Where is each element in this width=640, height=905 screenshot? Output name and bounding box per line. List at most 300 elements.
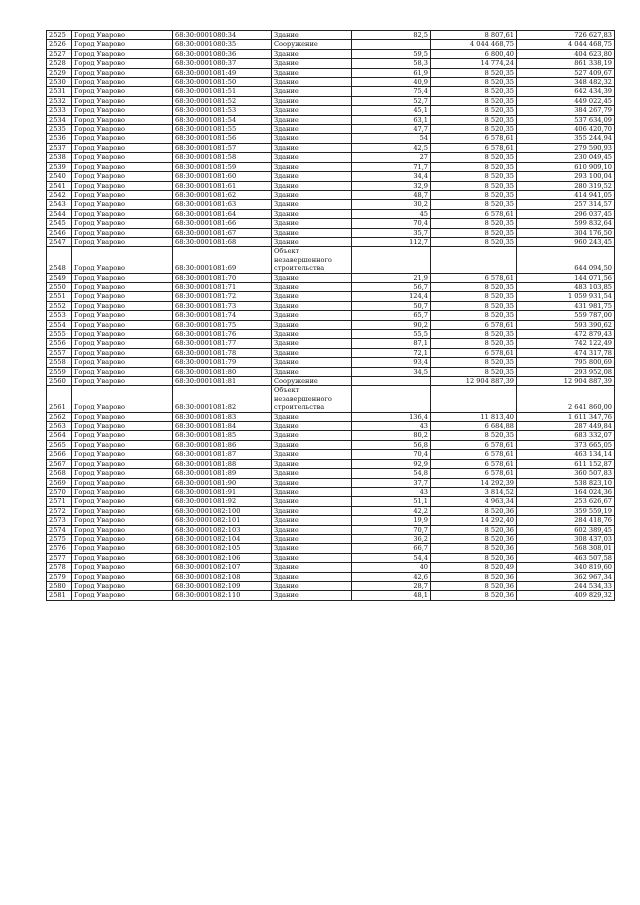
unit-value-cell: 6 800,40 [431, 49, 517, 58]
cadastral-number-cell: 68:30:0001081:55 [173, 125, 272, 134]
object-type-cell: Здание [272, 497, 352, 506]
locality-cell: Город Уварово [72, 358, 173, 367]
locality-cell: Город Уварово [72, 563, 173, 572]
area-cell: 58,3 [352, 59, 431, 68]
locality-cell: Город Уварово [72, 200, 173, 209]
locality-cell: Город Уварово [72, 31, 173, 40]
cadastral-value-cell: 642 434,39 [517, 87, 615, 96]
cadastral-value-cell: 861 338,19 [517, 59, 615, 68]
row-number-cell: 2541 [47, 181, 72, 190]
cadastral-value-cell: 404 623,80 [517, 49, 615, 58]
area-cell [352, 386, 431, 412]
unit-value-cell: 6 578,61 [431, 450, 517, 459]
table-row [47, 209, 615, 218]
locality-cell: Город Уварово [72, 422, 173, 431]
unit-value-cell: 8 520,35 [431, 68, 517, 77]
cadastral-number-cell: 68:30:0001081:52 [173, 96, 272, 105]
cadastral-number-cell: 68:30:0001081:50 [173, 78, 272, 87]
table-row [47, 412, 615, 421]
unit-value-cell: 8 520,36 [431, 581, 517, 590]
table-row [47, 78, 615, 87]
area-cell [352, 377, 431, 386]
row-number-cell: 2567 [47, 459, 72, 468]
object-type-cell: Здание [272, 553, 352, 562]
area-cell: 52,7 [352, 96, 431, 105]
unit-value-cell: 6 578,61 [431, 209, 517, 218]
object-type-cell: Здание [272, 311, 352, 320]
cadastral-number-cell: 68:30:0001081:81 [173, 377, 272, 386]
cadastral-value-cell: 348 482,32 [517, 78, 615, 87]
area-cell: 59,5 [352, 49, 431, 58]
row-number-cell: 2555 [47, 330, 72, 339]
table-row [47, 591, 615, 600]
locality-cell: Город Уварово [72, 228, 173, 237]
area-cell: 56,7 [352, 282, 431, 291]
table-row [47, 106, 615, 115]
cadastral-number-cell: 68:30:0001081:66 [173, 219, 272, 228]
area-cell: 70,4 [352, 219, 431, 228]
cadastral-number-cell: 68:30:0001081:63 [173, 200, 272, 209]
cadastral-number-cell: 68:30:0001081:78 [173, 348, 272, 357]
object-type-cell: Здание [272, 348, 352, 357]
row-number-cell: 2570 [47, 487, 72, 496]
row-number-cell: 2545 [47, 219, 72, 228]
locality-cell: Город Уварово [72, 386, 173, 412]
unit-value-cell: 14 292,39 [431, 478, 517, 487]
locality-cell: Город Уварово [72, 134, 173, 143]
cadastral-number-cell: 68:30:0001081:49 [173, 68, 272, 77]
area-cell: 43 [352, 487, 431, 496]
table-row [47, 143, 615, 152]
area-cell: 34,4 [352, 172, 431, 181]
unit-value-cell: 8 520,36 [431, 553, 517, 562]
cadastral-value-cell: 538 823,10 [517, 478, 615, 487]
row-number-cell: 2528 [47, 59, 72, 68]
area-cell: 28,7 [352, 581, 431, 590]
object-type-cell: Здание [272, 478, 352, 487]
area-cell: 42,6 [352, 572, 431, 581]
area-cell: 136,4 [352, 412, 431, 421]
table-row [47, 190, 615, 199]
object-type-cell: Здание [272, 459, 352, 468]
area-cell: 54,4 [352, 553, 431, 562]
cadastral-value-cell: 414 941,05 [517, 190, 615, 199]
unit-value-cell: 8 520,35 [431, 181, 517, 190]
table-row [47, 440, 615, 449]
area-cell: 55,5 [352, 330, 431, 339]
row-number-cell: 2578 [47, 563, 72, 572]
unit-value-cell [431, 386, 517, 412]
cadastral-value-cell: 599 832,64 [517, 219, 615, 228]
cadastral-value-cell: 483 103,85 [517, 282, 615, 291]
table-row [47, 273, 615, 282]
locality-cell: Город Уварово [72, 572, 173, 581]
locality-cell: Город Уварово [72, 292, 173, 301]
locality-cell: Город Уварово [72, 478, 173, 487]
table-row [47, 301, 615, 310]
object-type-cell: Здание [272, 422, 352, 431]
area-cell: 90,2 [352, 320, 431, 329]
locality-cell: Город Уварово [72, 581, 173, 590]
row-number-cell: 2542 [47, 190, 72, 199]
unit-value-cell: 8 520,35 [431, 292, 517, 301]
table-row [47, 247, 615, 273]
locality-cell: Город Уварово [72, 59, 173, 68]
unit-value-cell: 11 813,40 [431, 412, 517, 421]
area-cell: 112,7 [352, 237, 431, 246]
table-row [47, 478, 615, 487]
unit-value-cell: 8 520,35 [431, 431, 517, 440]
table-row [47, 469, 615, 478]
row-number-cell: 2568 [47, 469, 72, 478]
cadastral-value-cell: 610 909,10 [517, 162, 615, 171]
locality-cell: Город Уварово [72, 282, 173, 291]
row-number-cell: 2549 [47, 273, 72, 282]
row-number-cell: 2533 [47, 106, 72, 115]
unit-value-cell: 8 520,36 [431, 506, 517, 515]
unit-value-cell: 8 520,35 [431, 237, 517, 246]
row-number-cell: 2546 [47, 228, 72, 237]
unit-value-cell: 14 292,40 [431, 516, 517, 525]
object-type-cell: Здание [272, 525, 352, 534]
cadastral-number-cell: 68:30:0001081:91 [173, 487, 272, 496]
unit-value-cell: 6 578,61 [431, 143, 517, 152]
area-cell: 32,9 [352, 181, 431, 190]
area-cell [352, 40, 431, 49]
object-type-cell: Здание [272, 78, 352, 87]
cadastral-number-cell: 68:30:0001082:107 [173, 563, 272, 572]
row-number-cell: 2572 [47, 506, 72, 515]
row-number-cell: 2554 [47, 320, 72, 329]
cadastral-number-cell: 68:30:0001081:67 [173, 228, 272, 237]
locality-cell: Город Уварово [72, 40, 173, 49]
object-type-cell: Здание [272, 134, 352, 143]
unit-value-cell: 4 044 468,75 [431, 40, 517, 49]
row-number-cell: 2547 [47, 237, 72, 246]
table-row [47, 431, 615, 440]
cadastral-value-cell: 384 267,79 [517, 106, 615, 115]
cadastral-value-cell: 279 590,93 [517, 143, 615, 152]
locality-cell: Город Уварово [72, 412, 173, 421]
cadastral-value-cell: 230 049,45 [517, 153, 615, 162]
object-type-cell: Здание [272, 96, 352, 105]
cadastral-number-cell: 68:30:0001081:76 [173, 330, 272, 339]
area-cell: 70,7 [352, 525, 431, 534]
table-row [47, 219, 615, 228]
table-row [47, 200, 615, 209]
area-cell: 34,5 [352, 367, 431, 376]
row-number-cell: 2563 [47, 422, 72, 431]
locality-cell: Город Уварово [72, 311, 173, 320]
cadastral-value-cell: 280 319,52 [517, 181, 615, 190]
cadastral-value-cell: 296 037,45 [517, 209, 615, 218]
unit-value-cell: 8 520,36 [431, 572, 517, 581]
cadastral-value-cell: 244 534,33 [517, 581, 615, 590]
area-cell: 19,9 [352, 516, 431, 525]
object-type-cell: Объект незавершенного строительства [272, 247, 352, 273]
object-type-cell: Здание [272, 544, 352, 553]
row-number-cell: 2526 [47, 40, 72, 49]
cadastral-number-cell: 68:30:0001081:59 [173, 162, 272, 171]
object-type-cell: Здание [272, 209, 352, 218]
area-cell: 42,2 [352, 506, 431, 515]
row-number-cell: 2571 [47, 497, 72, 506]
locality-cell: Город Уварово [72, 209, 173, 218]
row-number-cell: 2566 [47, 450, 72, 459]
cadastral-value-cell: 409 829,32 [517, 591, 615, 600]
area-cell: 48,1 [352, 591, 431, 600]
cadastral-value-cell: 449 022,45 [517, 96, 615, 105]
object-type-cell: Здание [272, 219, 352, 228]
object-type-cell: Здание [272, 200, 352, 209]
unit-value-cell: 6 578,61 [431, 459, 517, 468]
table-row [47, 330, 615, 339]
area-cell: 61,9 [352, 68, 431, 77]
cadastral-value-cell: 284 418,76 [517, 516, 615, 525]
cadastral-value-cell: 568 308,01 [517, 544, 615, 553]
locality-cell: Город Уварово [72, 544, 173, 553]
cadastral-number-cell: 68:30:0001081:87 [173, 450, 272, 459]
row-number-cell: 2552 [47, 301, 72, 310]
row-number-cell: 2557 [47, 348, 72, 357]
cadastral-number-cell: 68:30:0001081:88 [173, 459, 272, 468]
cadastral-number-cell: 68:30:0001081:74 [173, 311, 272, 320]
cadastral-number-cell: 68:30:0001081:51 [173, 87, 272, 96]
cadastral-number-cell: 68:30:0001080:34 [173, 31, 272, 40]
object-type-cell: Здание [272, 367, 352, 376]
cadastral-number-cell: 68:30:0001081:82 [173, 386, 272, 412]
area-cell: 30,2 [352, 200, 431, 209]
locality-cell: Город Уварово [72, 219, 173, 228]
area-cell: 80,2 [352, 431, 431, 440]
object-type-cell: Здание [272, 190, 352, 199]
area-cell: 72,1 [352, 348, 431, 357]
object-type-cell: Здание [272, 68, 352, 77]
locality-cell: Город Уварово [72, 115, 173, 124]
object-type-cell: Здание [272, 534, 352, 543]
object-type-cell: Здание [272, 228, 352, 237]
locality-cell: Город Уварово [72, 497, 173, 506]
cadastral-value-cell: 2 641 860,00 [517, 386, 615, 412]
locality-cell: Город Уварово [72, 487, 173, 496]
row-number-cell: 2577 [47, 553, 72, 562]
table-row [47, 31, 615, 40]
unit-value-cell: 8 520,35 [431, 78, 517, 87]
locality-cell: Город Уварово [72, 330, 173, 339]
cadastral-number-cell: 68:30:0001082:105 [173, 544, 272, 553]
object-type-cell: Здание [272, 516, 352, 525]
object-type-cell: Здание [272, 237, 352, 246]
area-cell: 35,7 [352, 228, 431, 237]
table-row [47, 96, 615, 105]
table-row [47, 358, 615, 367]
cadastral-value-cell: 373 665,05 [517, 440, 615, 449]
area-cell: 42,5 [352, 143, 431, 152]
unit-value-cell: 8 520,35 [431, 106, 517, 115]
area-cell: 70,4 [352, 450, 431, 459]
locality-cell: Город Уварово [72, 320, 173, 329]
object-type-cell: Здание [272, 450, 352, 459]
table-row [47, 459, 615, 468]
table-row [47, 422, 615, 431]
document-page [46, 30, 614, 601]
locality-cell: Город Уварово [72, 273, 173, 282]
locality-cell: Город Уварово [72, 367, 173, 376]
object-type-cell: Здание [272, 273, 352, 282]
row-number-cell: 2562 [47, 412, 72, 421]
area-cell: 45 [352, 209, 431, 218]
locality-cell: Город Уварово [72, 247, 173, 273]
locality-cell: Город Уварово [72, 181, 173, 190]
cadastral-value-cell: 537 634,09 [517, 115, 615, 124]
cadastral-value-cell: 12 904 887,39 [517, 377, 615, 386]
cadastral-value-cell: 431 981,75 [517, 301, 615, 310]
cadastral-value-cell: 355 244,94 [517, 134, 615, 143]
cadastral-value-cell: 253 626,67 [517, 497, 615, 506]
cadastral-value-cell: 362 967,34 [517, 572, 615, 581]
unit-value-cell: 6 578,61 [431, 348, 517, 357]
unit-value-cell: 8 520,35 [431, 219, 517, 228]
table-row [47, 292, 615, 301]
object-type-cell: Здание [272, 581, 352, 590]
row-number-cell: 2535 [47, 125, 72, 134]
row-number-cell: 2559 [47, 367, 72, 376]
cadastral-number-cell: 68:30:0001081:80 [173, 367, 272, 376]
row-number-cell: 2551 [47, 292, 72, 301]
cadastral-value-cell: 340 819,60 [517, 563, 615, 572]
row-number-cell: 2579 [47, 572, 72, 581]
unit-value-cell: 8 520,35 [431, 200, 517, 209]
locality-cell: Город Уварово [72, 516, 173, 525]
cadastral-number-cell: 68:30:0001081:84 [173, 422, 272, 431]
object-type-cell: Здание [272, 320, 352, 329]
unit-value-cell: 8 520,35 [431, 301, 517, 310]
object-type-cell: Здание [272, 162, 352, 171]
object-type-cell: Здание [272, 506, 352, 515]
table-row [47, 534, 615, 543]
unit-value-cell: 6 578,61 [431, 320, 517, 329]
area-cell: 71,7 [352, 162, 431, 171]
table-row [47, 282, 615, 291]
cadastral-number-cell: 68:30:0001082:103 [173, 525, 272, 534]
locality-cell: Город Уварово [72, 87, 173, 96]
row-number-cell: 2569 [47, 478, 72, 487]
cadastral-number-cell: 68:30:0001081:83 [173, 412, 272, 421]
object-type-cell: Здание [272, 431, 352, 440]
cadastral-number-cell: 68:30:0001081:69 [173, 247, 272, 273]
unit-value-cell: 8 520,35 [431, 339, 517, 348]
object-type-cell: Здание [272, 339, 352, 348]
cadastral-number-cell: 68:30:0001081:64 [173, 209, 272, 218]
row-number-cell: 2576 [47, 544, 72, 553]
object-type-cell: Здание [272, 181, 352, 190]
cadastral-number-cell: 68:30:0001082:104 [173, 534, 272, 543]
row-number-cell: 2561 [47, 386, 72, 412]
unit-value-cell: 8 520,36 [431, 525, 517, 534]
cadastral-value-cell: 304 176,50 [517, 228, 615, 237]
unit-value-cell: 6 578,61 [431, 134, 517, 143]
cadastral-number-cell: 68:30:0001081:73 [173, 301, 272, 310]
cadastral-number-cell: 68:30:0001081:61 [173, 181, 272, 190]
object-type-cell: Здание [272, 49, 352, 58]
area-cell: 36,2 [352, 534, 431, 543]
locality-cell: Город Уварово [72, 190, 173, 199]
object-type-cell: Здание [272, 106, 352, 115]
locality-cell: Город Уварово [72, 534, 173, 543]
locality-cell: Город Уварово [72, 172, 173, 181]
unit-value-cell: 12 904 887,39 [431, 377, 517, 386]
unit-value-cell: 8 520,36 [431, 534, 517, 543]
row-number-cell: 2527 [47, 49, 72, 58]
locality-cell: Город Уварово [72, 162, 173, 171]
locality-cell: Город Уварово [72, 469, 173, 478]
row-number-cell: 2525 [47, 31, 72, 40]
table-row [47, 563, 615, 572]
object-type-cell: Здание [272, 440, 352, 449]
area-cell: 87,1 [352, 339, 431, 348]
row-number-cell: 2564 [47, 431, 72, 440]
cadastral-value-cell: 593 390,62 [517, 320, 615, 329]
table-row [47, 516, 615, 525]
cadastral-number-cell: 68:30:0001081:60 [173, 172, 272, 181]
cadastral-number-cell: 68:30:0001080:35 [173, 40, 272, 49]
cadastral-value-table [46, 30, 615, 601]
locality-cell: Город Уварово [72, 339, 173, 348]
table-row [47, 115, 615, 124]
unit-value-cell: 8 520,35 [431, 367, 517, 376]
area-cell: 92,9 [352, 459, 431, 468]
area-cell: 54,8 [352, 469, 431, 478]
cadastral-value-cell: 960 243,45 [517, 237, 615, 246]
cadastral-value-cell: 293 100,04 [517, 172, 615, 181]
cadastral-value-cell: 611 152,87 [517, 459, 615, 468]
row-number-cell: 2575 [47, 534, 72, 543]
table-row [47, 40, 615, 49]
cadastral-value-cell: 257 314,57 [517, 200, 615, 209]
unit-value-cell: 6 578,61 [431, 440, 517, 449]
row-number-cell: 2580 [47, 581, 72, 590]
object-type-cell: Сооружение [272, 40, 352, 49]
table-row [47, 450, 615, 459]
cadastral-number-cell: 68:30:0001082:100 [173, 506, 272, 515]
cadastral-number-cell: 68:30:0001080:36 [173, 49, 272, 58]
table-row [47, 348, 615, 357]
table-row [47, 125, 615, 134]
object-type-cell: Объект незавершенного строительства [272, 386, 352, 412]
unit-value-cell: 8 520,35 [431, 190, 517, 199]
row-number-cell: 2540 [47, 172, 72, 181]
row-number-cell: 2530 [47, 78, 72, 87]
area-cell: 43 [352, 422, 431, 431]
row-number-cell: 2558 [47, 358, 72, 367]
locality-cell: Город Уварово [72, 348, 173, 357]
object-type-cell: Здание [272, 172, 352, 181]
unit-value-cell: 8 520,35 [431, 358, 517, 367]
cadastral-number-cell: 68:30:0001081:71 [173, 282, 272, 291]
locality-cell: Город Уварово [72, 591, 173, 600]
area-cell: 27 [352, 153, 431, 162]
cadastral-value-cell: 463 134,14 [517, 450, 615, 459]
unit-value-cell: 8 520,36 [431, 544, 517, 553]
object-type-cell: Здание [272, 59, 352, 68]
cadastral-number-cell: 68:30:0001081:89 [173, 469, 272, 478]
cadastral-number-cell: 68:30:0001081:77 [173, 339, 272, 348]
unit-value-cell: 6 578,61 [431, 469, 517, 478]
cadastral-number-cell: 68:30:0001081:92 [173, 497, 272, 506]
cadastral-number-cell: 68:30:0001081:90 [173, 478, 272, 487]
object-type-cell: Здание [272, 563, 352, 572]
table-row [47, 581, 615, 590]
